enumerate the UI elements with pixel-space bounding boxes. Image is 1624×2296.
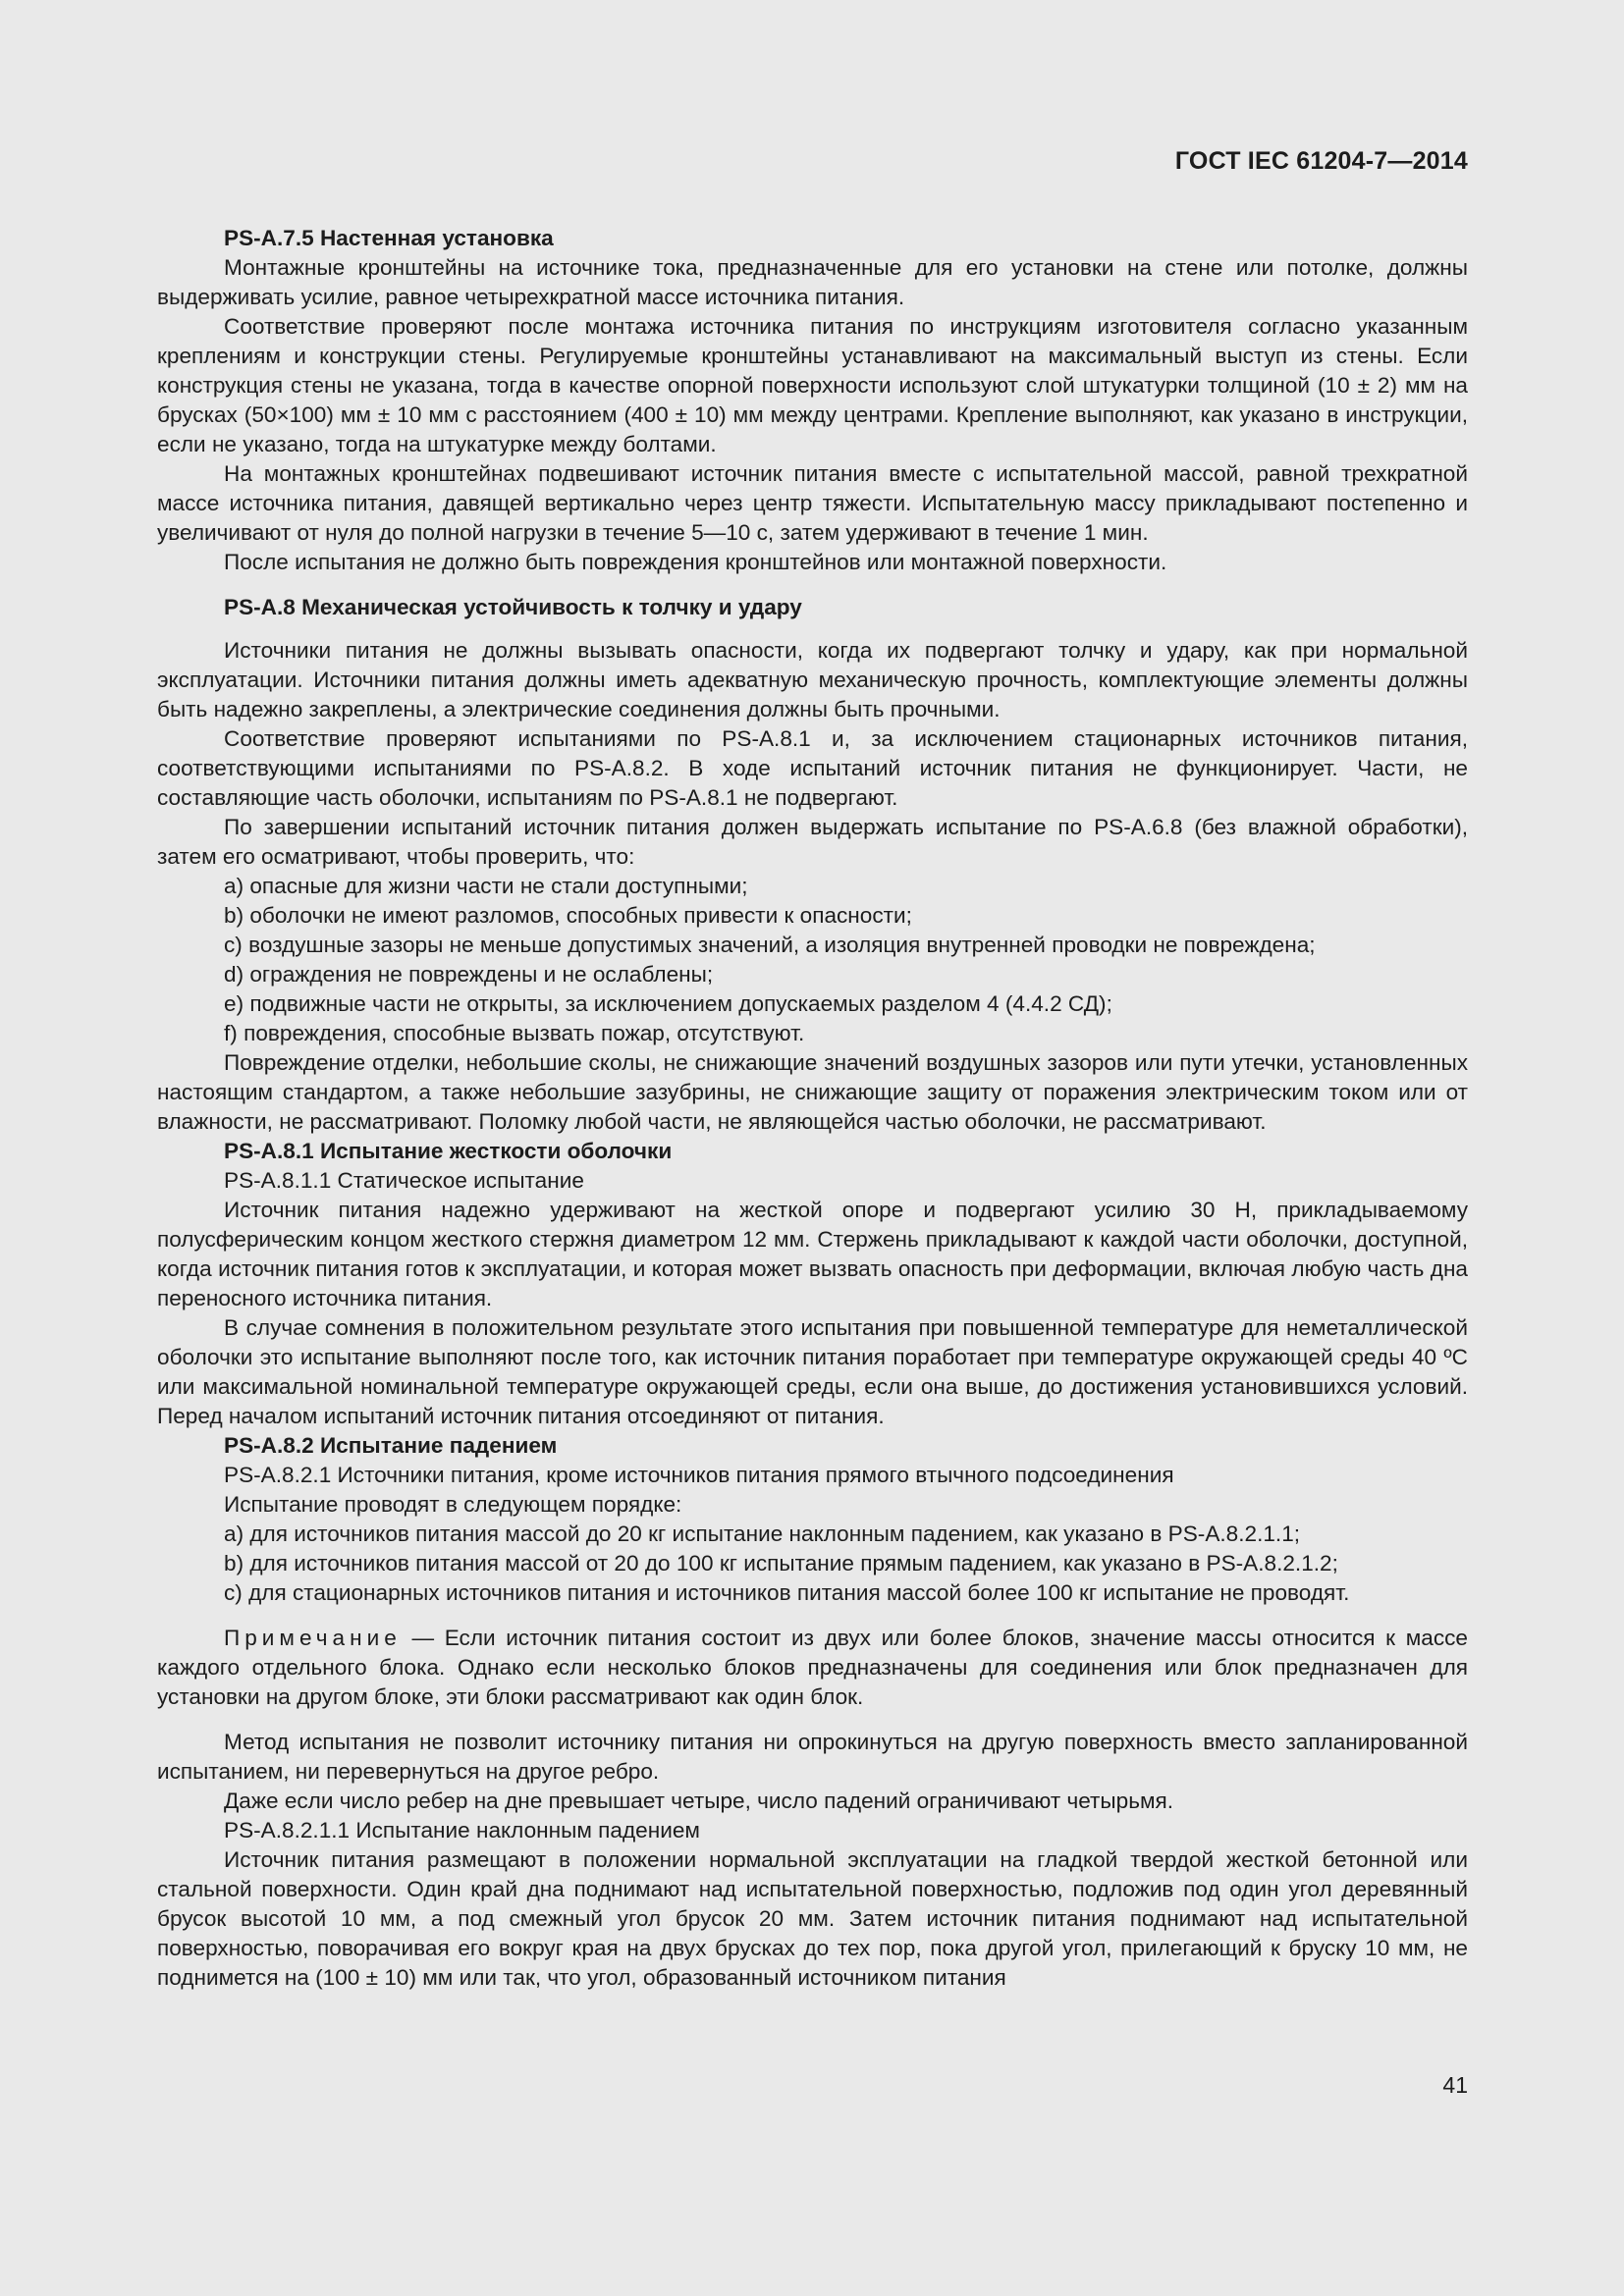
note-text: — Если источник питания состоит из двух или более блоков, значение массы относится к массе каждого отдельного блока. Однако если несколько блоков предназначены для соединения или блок предназначен для установки на другом блоке, эти блоки рассматривают как один блок. [157, 1626, 1468, 1709]
paragraph: Метод испытания не позволит источнику питания ни опрокинуться на другую поверхность вместо запланированной испытанием, ни перевернуться на другое ребро. [157, 1730, 1468, 1784]
paragraph: После испытания не должно быть повреждения кронштейнов или монтажной поверхности. [224, 550, 1167, 574]
list-item: c) воздушные зазоры не меньше допустимых значений, а изоляция внутренней проводки не повреждена; [224, 933, 1316, 957]
paragraph: Источники питания не должны вызывать опасности, когда их подвергают толчку и удару, как при нормальной эксплуатации. Источники питания должны иметь адекватную механическую прочность, комплектующие элементы должны быть надежно закреплены, а электрические соединения должны быть прочными. [157, 638, 1468, 721]
note-label: Примечание [224, 1626, 402, 1650]
list-item: c) для стационарных источников питания и источников питания массой более 100 кг испытание не проводят. [224, 1580, 1350, 1605]
paragraph: Источник питания размещают в положении нормальной эксплуатации на гладкой твердой жесткой бетонной или стальной поверхности. Один край дна поднимают над испытательной поверхностью, подложив под один угол деревянный брусок высотой 10 мм, а под смежный угол брусок 20 мм. Затем источник питания поднимают над испытательной поверхностью, поворачивая его вокруг края на двух брусках до тех пор, пока другой угол, прилегающий к бруску 10 мм, не поднимется на (100 ± 10) мм или так, что угол, образованный источником питания [157, 1847, 1468, 1990]
section-heading-ps-a-7-5: PS-A.7.5 Настенная установка [224, 226, 554, 250]
document-body [157, 224, 1468, 1993]
list-item: e) подвижные части не открыты, за исключением допускаемых разделом 4 (4.4.2 СД); [224, 991, 1112, 1016]
section-heading-ps-a-8-1: PS-A.8.1 Испытание жесткости оболочки [224, 1139, 673, 1163]
paragraph: Источник питания надежно удерживают на жесткой опоре и подвергают усилию 30 Н, прикладываемому полусферическим концом жесткого стержня диаметром 12 мм. Стержень прикладывают к каждой части оболочки, доступной, когда источник питания готов к эксплуатации, и которая может вызвать опасность при деформации, включая любую часть дна переносного источника питания. [157, 1198, 1468, 1310]
list-item: b) оболочки не имеют разломов, способных привести к опасности; [224, 903, 912, 928]
subsection-heading-ps-a-8-1-1: PS-A.8.1.1 Статическое испытание [224, 1168, 584, 1193]
paragraph: На монтажных кронштейнах подвешивают источник питания вместе с испытательной массой, равной трехкратной массе источника питания, давящей вертикально через центр тяжести. Испытательную массу прикладывают постепенно и увеличивают от нуля до полной нагрузки в течение 5—10 с, затем удерживают в течение 1 мин. [157, 461, 1468, 545]
list-item: a) опасные для жизни части не стали доступными; [224, 874, 748, 898]
paragraph: По завершении испытаний источник питания должен выдержать испытание по PS-A.6.8 (без влажной обработки), затем его осматривают, чтобы проверить, что: [157, 815, 1468, 869]
paragraph: Соответствие проверяют испытаниями по PS-A.8.1 и, за исключением стационарных источников питания, соответствующими испытаниями по PS-A.8.2. В ходе испытаний источник питания не функционирует. Части, не составляющие часть оболочки, испытаниям по PS-A.8.1 не подвергают. [157, 726, 1468, 810]
page-number: 41 [1442, 2072, 1468, 2098]
list-item: f) повреждения, способные вызвать пожар, отсутствуют. [224, 1021, 805, 1045]
section-heading-ps-a-8-2: PS-A.8.2 Испытание падением [224, 1433, 558, 1458]
paragraph: Повреждение отделки, небольшие сколы, не снижающие значений воздушных зазоров или пути утечки, установленных настоящим стандартом, а также небольшие зазубрины, не снижающие защиту от поражения электрическим током или от влажности, не рассматривают. Поломку любой части, не являющейся частью оболочки, не рассматривают. [157, 1050, 1468, 1134]
section-heading-ps-a-8: PS-A.8 Механическая устойчивость к толчку и удару [224, 595, 802, 619]
list-item: b) для источников питания массой от 20 до 100 кг испытание прямым падением, как указано в PS-A.8.2.1.2; [224, 1551, 1338, 1575]
subsection-heading-ps-a-8-2-1-1: PS-A.8.2.1.1 Испытание наклонным падением [224, 1818, 700, 1842]
subsection-heading-ps-a-8-2-1: PS-A.8.2.1 Источники питания, кроме источников питания прямого втычного подсоединения [224, 1463, 1174, 1487]
list-item: a) для источников питания массой до 20 кг испытание наклонным падением, как указано в PS-A.8.2.1.1; [224, 1522, 1301, 1546]
note [157, 1624, 1468, 1712]
paragraph: Даже если число ребер на дне превышает четыре, число падений ограничивают четырьмя. [224, 1789, 1174, 1813]
paragraph: Соответствие проверяют после монтажа источника питания по инструкциям изготовителя согласно указанным креплениям и конструкции стены. Регулируемые кронштейны устанавливают на максимальный выступ из стены. Если конструкция стены не указана, тогда в качестве опорной поверхности используют слой штукатурки толщиной (10 ± 2) мм на брусках (50×100) мм ± 10 мм с расстоянием (400 ± 10) мм между центрами. Крепление выполняют, как указано в инструкции, если не указано, тогда на штукатурке между болтами. [157, 314, 1468, 456]
paragraph: Испытание проводят в следующем порядке: [224, 1492, 682, 1517]
paragraph: Монтажные кронштейны на источнике тока, предназначенные для его установки на стене или потолке, должны выдерживать усилие, равное четырехкратной массе источника питания. [157, 255, 1468, 309]
standard-designation: ГОСТ IEC 61204-7—2014 [1174, 147, 1468, 175]
list-item: d) ограждения не повреждены и не ослаблены; [224, 962, 714, 987]
paragraph: В случае сомнения в положительном результате этого испытания при повышенной температуре для неметаллической оболочки это испытание выполняют после того, как источник питания поработает при температуре окружающей среды 40 ºС или максимальной номинальной температуре окружающей среды, если она выше, до достижения установившихся условий. Перед началом испытаний источник питания отсоединяют от питания. [157, 1315, 1468, 1428]
